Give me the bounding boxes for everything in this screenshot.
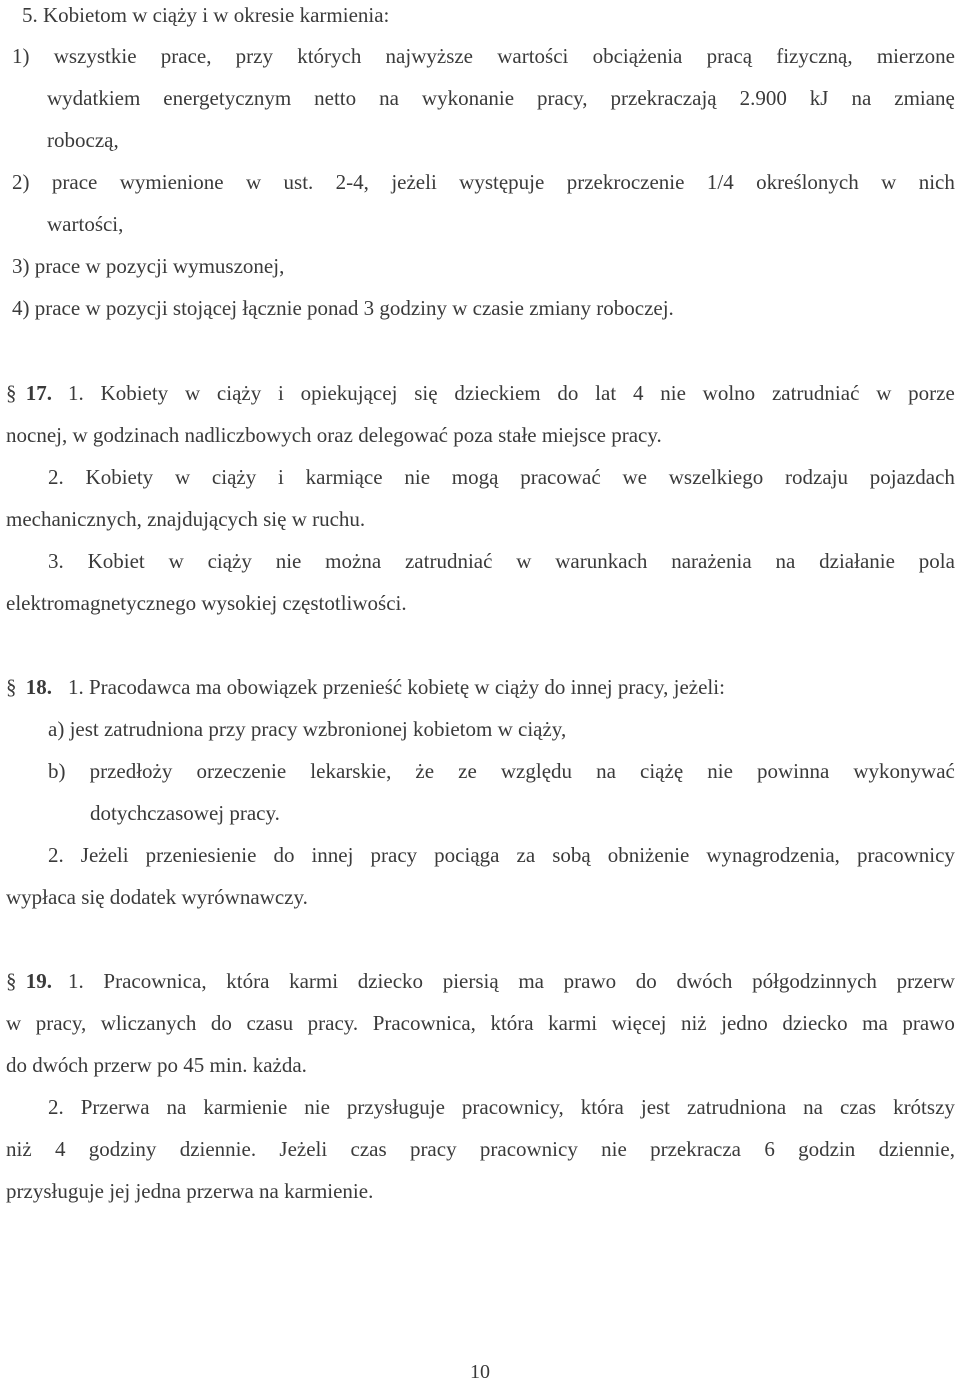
- word: wynagrodzenia,: [706, 843, 840, 867]
- word: b): [48, 759, 66, 783]
- list-item-1-line-3: roboczą,: [47, 128, 119, 152]
- word: 2.: [48, 465, 64, 489]
- word: pracy: [409, 1137, 457, 1161]
- p18-line-1: 1. Pracodawca ma obowiązek przenieść kobietę w ciąży do innej pracy, jeżeli:: [68, 675, 725, 699]
- word: 2-4,: [335, 170, 369, 194]
- word: pracy,: [35, 1011, 87, 1035]
- word: krótszy: [893, 1095, 955, 1119]
- word: Kobiety: [100, 381, 169, 405]
- word: nie: [601, 1137, 627, 1161]
- p18-item-b: [48, 758, 955, 784]
- word: powinna: [756, 759, 830, 783]
- word: obniżenie: [607, 843, 690, 867]
- word: Jeżeli: [80, 843, 129, 867]
- word: 4: [54, 1137, 66, 1161]
- word: zatrudniona: [687, 1095, 787, 1119]
- paragraph-18-header: [6, 674, 52, 700]
- word: Pracownica,: [103, 969, 207, 993]
- word: prawo: [902, 1011, 955, 1035]
- word: 2.: [48, 1095, 64, 1119]
- word: nie: [304, 1095, 330, 1119]
- word: w: [881, 170, 897, 194]
- word: czas: [350, 1137, 387, 1161]
- word: zatrudniać: [771, 381, 860, 405]
- word: Jeżeli: [279, 1137, 328, 1161]
- word: pracownicy,: [461, 1095, 564, 1119]
- word: na: [775, 549, 796, 573]
- word: nie: [660, 381, 686, 405]
- list-item-1-line-2: [47, 85, 955, 111]
- word: mierzone: [876, 44, 955, 68]
- word: czasu: [246, 1011, 294, 1035]
- word: prace: [51, 170, 98, 194]
- word: wliczanych: [100, 1011, 197, 1035]
- word: półgodzinnych: [752, 969, 877, 993]
- p18-item-b-cont: dotychczasowej pracy.: [90, 801, 280, 825]
- p19-line-3: do dwóch przerw po 45 min. każda.: [6, 1053, 307, 1077]
- word: na: [596, 759, 616, 783]
- word: netto: [314, 86, 357, 110]
- section-symbol: §: [6, 381, 17, 405]
- list-item-3: 3) prace w pozycji wymuszonej,: [12, 254, 285, 278]
- word: 2.: [48, 843, 64, 867]
- word: 1.: [68, 969, 84, 993]
- word: wszystkie: [53, 44, 137, 68]
- word: 1/4: [706, 170, 734, 194]
- word: nie: [707, 759, 733, 783]
- word: przerw: [896, 969, 955, 993]
- word: godzin: [798, 1137, 856, 1161]
- word: przysługuje: [346, 1095, 445, 1119]
- word: która: [580, 1095, 624, 1119]
- word: 2): [12, 170, 30, 194]
- word: orzeczenie: [196, 759, 287, 783]
- p19-line-5: [6, 1136, 955, 1162]
- word: można: [325, 549, 382, 573]
- word: która: [226, 969, 270, 993]
- word: pracy,: [537, 86, 588, 110]
- word: dziennie.: [179, 1137, 257, 1161]
- word: wydatkiem: [47, 86, 141, 110]
- word: Przerwa: [80, 1095, 150, 1119]
- word: pracy.: [307, 1011, 359, 1035]
- word: pracownicy: [479, 1137, 578, 1161]
- word: rodzaju: [785, 465, 848, 489]
- paragraph-number: 17.: [25, 381, 52, 405]
- word: 6: [764, 1137, 775, 1161]
- word: sobą: [552, 843, 591, 867]
- word: zmianę: [894, 86, 955, 110]
- paragraph-number: 19.: [25, 969, 52, 993]
- p19-line-6: przysługuje jej jedna przerwa na karmienie.: [6, 1179, 374, 1203]
- word: narażenia: [671, 549, 752, 573]
- list-item-2-line-2: wartości,: [47, 212, 124, 236]
- word: fizyczną,: [776, 44, 853, 68]
- word: jeżeli: [391, 170, 437, 194]
- word: wymienione: [119, 170, 224, 194]
- word: w: [6, 1011, 22, 1035]
- word: ust.: [283, 170, 314, 194]
- word: 3.: [48, 549, 64, 573]
- word: dwóch: [676, 969, 733, 993]
- word: za: [516, 843, 536, 867]
- word: nich: [918, 170, 955, 194]
- word: pojazdach: [869, 465, 955, 489]
- word: opiekującej: [300, 381, 398, 405]
- word: więcej: [611, 1011, 667, 1035]
- word: karmiące: [305, 465, 383, 489]
- word: ciąży: [207, 549, 252, 573]
- word: wykonywać: [853, 759, 955, 783]
- word: nie: [404, 465, 431, 489]
- word: na: [851, 86, 872, 110]
- paragraph-19-header: [6, 968, 52, 994]
- word: przekracza: [650, 1137, 742, 1161]
- paragraph-number: 18.: [25, 675, 52, 699]
- word: mogą: [451, 465, 499, 489]
- word: wolno: [702, 381, 756, 405]
- word: karmi: [548, 1011, 598, 1035]
- word: warunkach: [555, 549, 648, 573]
- word: pracować: [520, 465, 601, 489]
- p17-line-2: nocnej, w godzinach nadliczbowych oraz delegować poza stałe miejsce pracy.: [6, 423, 662, 447]
- word: porze: [908, 381, 955, 405]
- word: pociąga: [434, 843, 500, 867]
- word: w: [876, 381, 892, 405]
- word: zatrudniać: [404, 549, 493, 573]
- word: jest: [640, 1095, 671, 1119]
- word: ciąży: [211, 465, 257, 489]
- word: Kobiet: [87, 549, 145, 573]
- word: niż: [6, 1137, 32, 1161]
- word: przedłoży: [89, 759, 173, 783]
- word: lekarskie,: [310, 759, 392, 783]
- word: pola: [918, 549, 955, 573]
- page-number: 10: [470, 1361, 490, 1383]
- word: niż: [680, 1011, 707, 1035]
- word: w: [245, 170, 262, 194]
- word: lat: [595, 381, 617, 405]
- word: ciąży: [216, 381, 262, 405]
- word: w: [174, 465, 191, 489]
- word: prace,: [160, 44, 212, 68]
- word: Kobiety: [85, 465, 154, 489]
- word: czas: [839, 1095, 877, 1119]
- list-item-1-line-1: [12, 43, 955, 69]
- word: wykonanie: [421, 86, 515, 110]
- p19-line-2: [6, 1010, 955, 1036]
- word: wartości: [497, 44, 569, 68]
- list-item-4: 4) prace w pozycji stojącej łącznie ponad 3 godziny w czasie zmiany roboczej.: [12, 296, 674, 320]
- word: dziecko: [782, 1011, 848, 1035]
- word: przekraczają: [610, 86, 717, 110]
- word: dziennie,: [878, 1137, 955, 1161]
- word: i: [278, 381, 284, 405]
- p17-line-1: [68, 380, 955, 406]
- word: pracą: [706, 44, 753, 68]
- word: dziecko: [357, 969, 424, 993]
- p17-line-5: [48, 548, 955, 574]
- word: która: [490, 1011, 534, 1035]
- word: do: [557, 381, 579, 405]
- word: na: [166, 1095, 187, 1119]
- word: 1.: [68, 381, 84, 405]
- word: i: [278, 465, 284, 489]
- word: ma: [862, 1011, 888, 1035]
- paragraph-17-header: [6, 380, 52, 406]
- word: w: [184, 381, 201, 405]
- word: 2.900: [739, 86, 787, 110]
- word: innej: [311, 843, 354, 867]
- word: piersią: [442, 969, 499, 993]
- word: wszelkiego: [668, 465, 764, 489]
- word: na: [379, 86, 399, 110]
- section-symbol: §: [6, 675, 17, 699]
- word: prawo: [563, 969, 617, 993]
- word: działanie: [819, 549, 895, 573]
- word: energetycznym: [163, 86, 292, 110]
- word: dzieckiem: [454, 381, 541, 405]
- word: ciążę: [640, 759, 684, 783]
- p17-line-3: [48, 464, 955, 490]
- word: karmi: [289, 969, 339, 993]
- word: karmienie: [203, 1095, 288, 1119]
- word: Pracownica,: [372, 1011, 476, 1035]
- word: się: [414, 381, 438, 405]
- p17-line-6: elektromagnetycznego wysokiej częstotliwości.: [6, 591, 407, 615]
- word: do: [210, 1011, 232, 1035]
- word: na: [803, 1095, 823, 1119]
- word: 4: [632, 381, 644, 405]
- list-item-2-line-1: [12, 169, 955, 195]
- word: do: [635, 969, 657, 993]
- word: obciążenia: [592, 44, 683, 68]
- word: 1): [12, 44, 30, 68]
- word: do: [273, 843, 295, 867]
- section-5-intro: 5. Kobietom w ciąży i w okresie karmienia:: [22, 3, 390, 27]
- p18-item-a: a) jest zatrudniona przy pracy wzbronionej kobietom w ciąży,: [48, 717, 567, 741]
- word: godziny: [88, 1137, 157, 1161]
- word: we: [622, 465, 647, 489]
- word: pracownicy: [856, 843, 955, 867]
- word: pracy: [370, 843, 418, 867]
- word: ze: [458, 759, 477, 783]
- p19-line-4: [48, 1094, 955, 1120]
- word: nie: [275, 549, 302, 573]
- word: których: [297, 44, 362, 68]
- p18-line-2: [48, 842, 955, 868]
- word: występuje: [459, 170, 545, 194]
- word: określonych: [756, 170, 859, 194]
- p18-line-3: wypłaca się dodatek wyrównawczy.: [6, 885, 308, 909]
- word: przeniesienie: [145, 843, 257, 867]
- word: ma: [518, 969, 544, 993]
- word: w: [168, 549, 184, 573]
- word: jedno: [721, 1011, 768, 1035]
- word: przy: [235, 44, 273, 68]
- p19-line-1: [68, 968, 955, 994]
- word: najwyższe: [385, 44, 474, 68]
- word: kJ: [809, 86, 829, 110]
- word: w: [516, 549, 532, 573]
- word: przekroczenie: [566, 170, 685, 194]
- p17-line-4: mechanicznych, znajdujących się w ruchu.: [6, 507, 366, 531]
- word: że: [415, 759, 435, 783]
- section-symbol: §: [6, 969, 17, 993]
- word: względu: [500, 759, 573, 783]
